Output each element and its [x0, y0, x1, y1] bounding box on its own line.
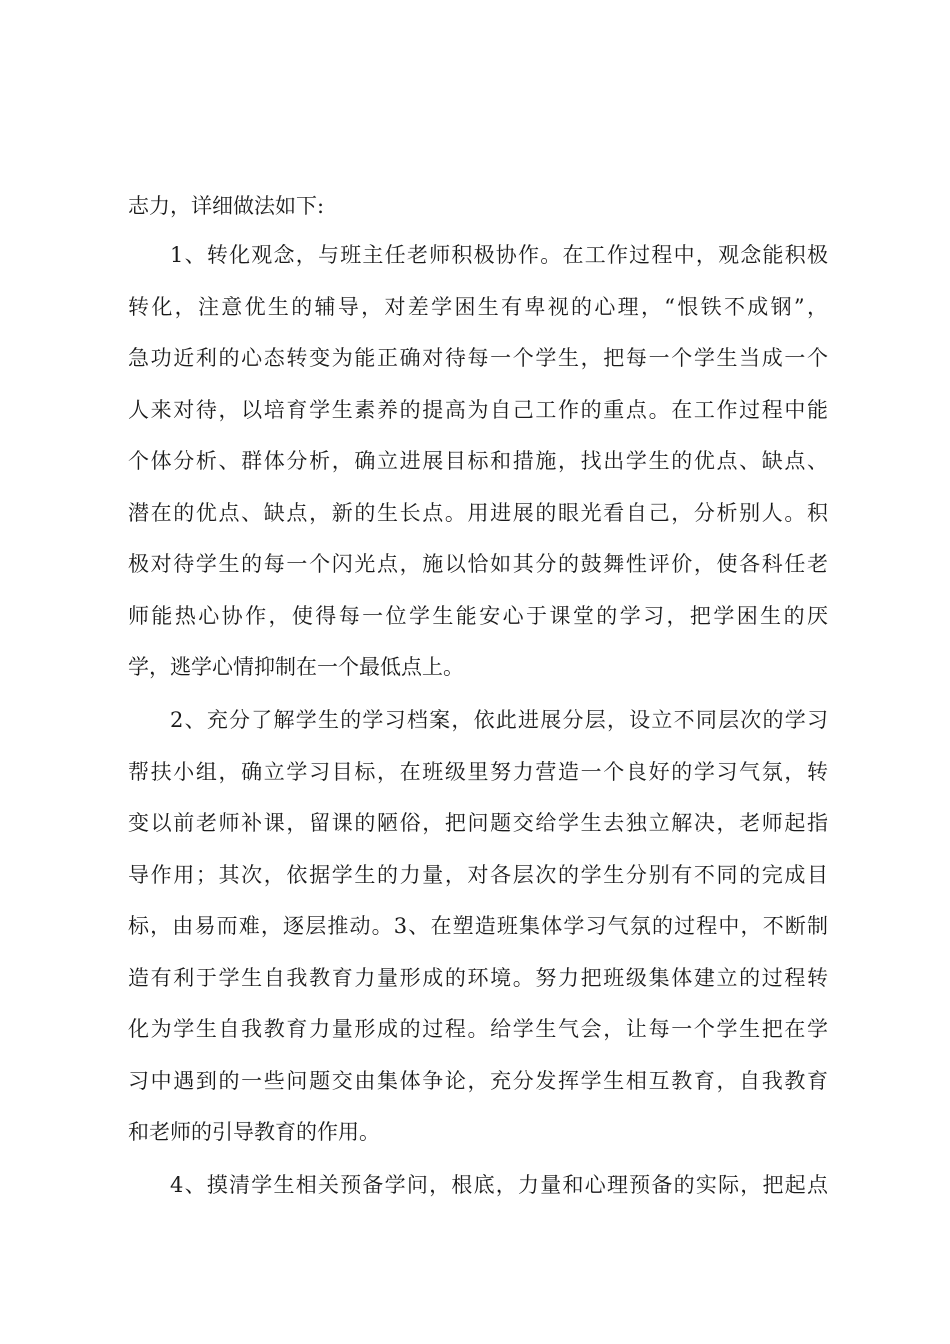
text-line: 学，逃学心情抑制在一个最低点上。 — [128, 655, 464, 679]
text-line: 潜在的优点、缺点，新的生长点。用进展的眼光看自己，分析别人。积 — [128, 501, 828, 525]
paragraph-4-start: 4、摸清学生相关预备学问，根底，力量和心理预备的实际，把起点 — [170, 1173, 828, 1197]
text-line: 标，由易而难，逐层推动。3、在塑造班集体学习气氛的过程中，不断制 — [128, 914, 828, 938]
text-line: 化为学生自我教育力量形成的过程。给学生气会，让每一个学生把在学 — [128, 1017, 828, 1041]
text-line: 导作用；其次，依据学生的力量，对各层次的学生分别有不同的完成目 — [128, 863, 828, 887]
text-line: 转化，注意优生的辅导，对差学困生有卑视的心理，“恨铁不成钢”， — [128, 295, 828, 319]
text-line: 和老师的引导教育的作用。 — [128, 1120, 380, 1144]
paragraph-2-start: 2、充分了解学生的学习档案，依此进展分层，设立不同层次的学习 — [170, 708, 828, 732]
text-line: 人来对待，以培育学生素养的提高为自己工作的重点。在工作过程中能 — [128, 398, 828, 422]
text-line: 师能热心协作，使得每一位学生能安心于课堂的学习，把学困生的厌 — [128, 604, 828, 628]
text-line: 志力，详细做法如下: — [128, 194, 325, 218]
text-line: 极对待学生的每一个闪光点，施以恰如其分的鼓舞性评价，使各科任老 — [128, 552, 828, 576]
text-line: 帮扶小组，确立学习目标，在班级里努力营造一个良好的学习气氛，转 — [128, 760, 828, 784]
text-line: 急功近利的心态转变为能正确对待每一个学生，把每一个学生当成一个 — [128, 346, 828, 370]
text-line: 个体分析、群体分析，确立进展目标和措施，找出学生的优点、缺点、 — [128, 449, 828, 473]
text-line: 造有利于学生自我教育力量形成的环境。努力把班级集体建立的过程转 — [128, 966, 828, 990]
paragraph-1-start: 1、转化观念，与班主任老师积极协作。在工作过程中，观念能积极 — [170, 243, 828, 267]
text-line: 变以前老师补课，留课的陋俗，把问题交给学生去独立解决，老师起指 — [128, 811, 828, 835]
text-line: 习中遇到的一些问题交由集体争论，充分发挥学生相互教育，自我教育 — [128, 1069, 828, 1093]
